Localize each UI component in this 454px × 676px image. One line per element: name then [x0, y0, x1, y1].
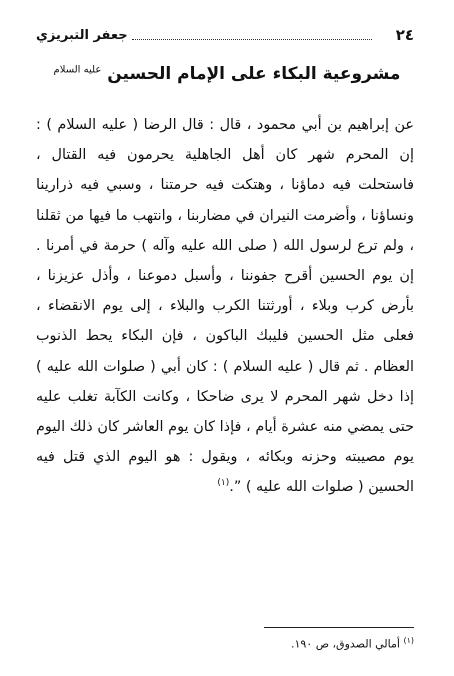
section-title [30, 64, 424, 84]
body-paragraph-text: عن إبراهيم بن أبي محمود ، قال : قال الرضا ( عليه السلام ) : إن المحرم شهر كان أهل الجاهلية يحرمون فيه القتال ، فاستحلت فيه دماؤنا ، وهتكت فيه حرمتنا ، وسبي فيه ذرارينا ونساؤنا ، وأضرمت النيران في مضاربنا ، وانتهب ما فيها من ثقلنا ، ولم ترع لرسول الله ( صلى الله عليه وآله ) حرمة في أمرنا . إن يوم الحسين أقرح جفوننا ، وأسبل دموعنا ، وأذل عزيزنا ، بأرض كرب وبلاء ، أورثتنا الكرب والبلاء ، إلى يوم الانقضاء ، فعلى مثل الحسين فليبك الباكون ، فإن البكاء يحط الذنوب العظام . ثم قال ( عليه السلام ) : كان أبي ( صلوات الله عليه ) إذا دخل شهر المحرم لا يرى ضاحكا ، وكانت الكآبة تغلب عليه حتى يمضي منه عشرة أيام ، فإذا كان يوم العاشر كان ذلك اليوم يوم مصيبته وحزنه وبكائه ، ويقول : هو اليوم الذي قتل فيه الحسين ( صلوات الله عليه ) ”. [36, 117, 414, 496]
footnote-separator [264, 627, 414, 628]
header-dotted-rule [132, 39, 372, 40]
body-paragraph [36, 110, 414, 503]
footnote-marker: (١) [403, 636, 414, 645]
honorific-symbol: عليه السلام [53, 64, 102, 76]
footnote [36, 636, 414, 651]
section-title-text: مشروعية البكاء على الإمام الحسين [107, 64, 401, 84]
footnote-reference: (١) [217, 478, 230, 489]
footnote-text: أمالي الصدوق، ص ١٩٠. [290, 637, 400, 651]
page-number: ٢٤ [395, 26, 414, 44]
page-header [36, 24, 414, 54]
running-head: جعفر التبريزي [36, 28, 128, 43]
